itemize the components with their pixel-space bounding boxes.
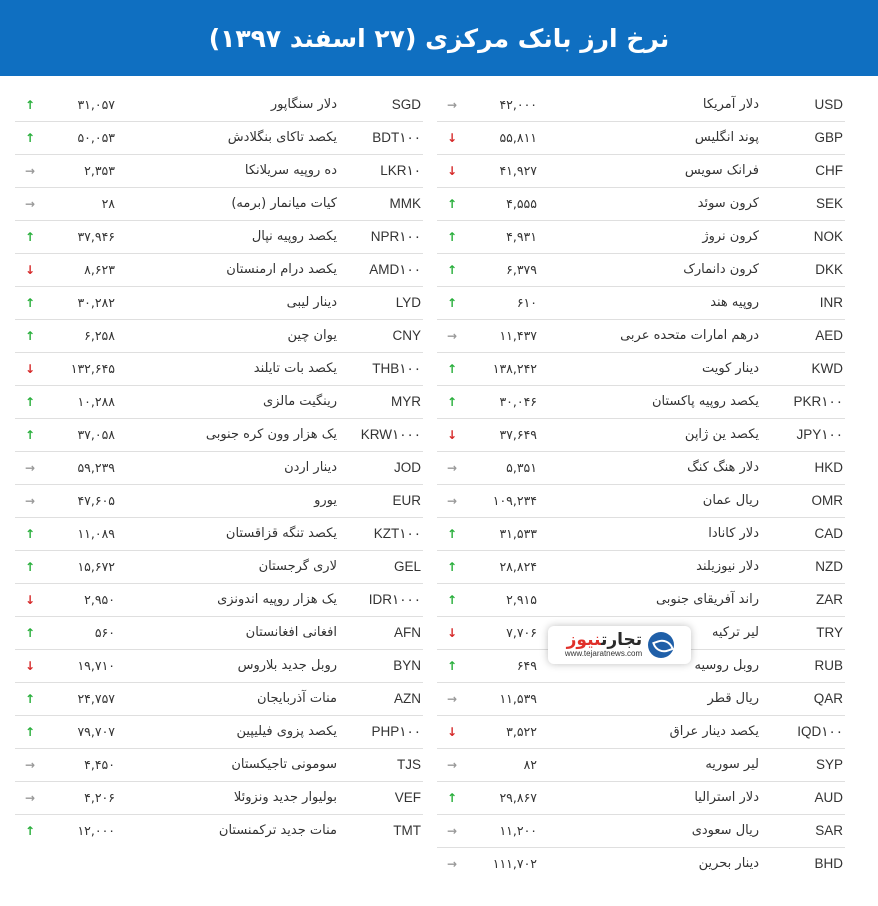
currency-row	[437, 188, 845, 221]
arrow-down-icon: ↓	[24, 263, 36, 277]
currency-row	[15, 782, 423, 815]
arrow-right-icon: →	[446, 98, 458, 112]
currency-code: INR	[819, 295, 843, 310]
currency-name: ریال سعودی	[691, 823, 759, 838]
arrow-right-icon: →	[24, 461, 36, 475]
currency-code: USD	[814, 97, 843, 112]
tejaratnews-watermark	[548, 626, 691, 664]
currency-row	[15, 254, 423, 287]
currency-name: یوان چین	[287, 328, 337, 343]
currency-row	[437, 287, 845, 320]
watermark-url: www.tejaratnews.com	[564, 648, 643, 658]
arrow-down-icon: ↓	[24, 659, 36, 673]
currency-row	[437, 254, 845, 287]
currency-rate: ۱۰,۲۸۸	[77, 394, 115, 409]
currency-name: دلار استرالیا	[694, 790, 759, 805]
currency-name: لیر ترکیه	[711, 625, 759, 640]
currency-code: AUD	[814, 790, 843, 805]
currency-name: یکصد تاکای بنگلادش	[227, 130, 337, 145]
currency-code: JPY۱۰۰	[796, 427, 843, 442]
currency-row	[15, 320, 423, 353]
currency-row	[437, 683, 845, 716]
currency-rate: ۲,۹۵۰	[84, 592, 115, 607]
currency-row	[15, 518, 423, 551]
arrow-down-icon: ↓	[446, 428, 458, 442]
currency-name: دلار هنگ کنگ	[687, 460, 759, 475]
currency-name: سومونی تاجیکستان	[231, 757, 337, 772]
currency-code: OMR	[811, 493, 843, 508]
arrow-down-icon: ↓	[24, 362, 36, 376]
arrow-up-icon: ↑	[446, 395, 458, 409]
currency-rate: ۴,۲۰۶	[84, 790, 115, 805]
currency-rate: ۲۴,۷۵۷	[77, 691, 115, 706]
arrow-right-icon: →	[24, 758, 36, 772]
arrow-up-icon: ↑	[24, 428, 36, 442]
currency-code: BDT۱۰۰	[372, 130, 421, 145]
currency-row	[437, 848, 845, 880]
currency-name: منات آذربایجان	[257, 691, 337, 706]
currency-code: MMK	[389, 196, 421, 211]
arrow-up-icon: ↑	[24, 230, 36, 244]
currency-name: لیر سوریه	[705, 757, 759, 772]
arrow-down-icon: ↓	[24, 593, 36, 607]
currency-code: PHP۱۰۰	[371, 724, 421, 739]
currency-name: پوند انگلیس	[694, 130, 759, 145]
arrow-right-icon: →	[24, 494, 36, 508]
currency-name: دلار سنگاپور	[270, 97, 337, 112]
currency-row	[15, 122, 423, 155]
currency-rate: ۵۹,۲۳۹	[77, 460, 115, 475]
currency-code: KRW۱۰۰۰	[360, 427, 421, 442]
currency-name: کرون دانمارک	[683, 262, 759, 277]
currency-name: یکصد دینار عراق	[669, 724, 759, 739]
arrow-right-icon: →	[24, 164, 36, 178]
currency-rate: ۴۲,۰۰۰	[499, 97, 537, 112]
currency-row	[437, 221, 845, 254]
currency-rate: ۱۹,۷۱۰	[77, 658, 115, 673]
watermark-brand	[565, 629, 643, 650]
currency-name: دینار لیبی	[286, 295, 337, 310]
currency-rate: ۱۱,۲۰۰	[499, 823, 537, 838]
watermark-brand-main: تجارت	[600, 629, 643, 650]
currency-rate: ۵۰,۰۵۳	[77, 130, 115, 145]
arrow-right-icon: →	[24, 791, 36, 805]
currency-name: کرون نروژ	[702, 229, 759, 244]
currency-row	[15, 89, 423, 122]
currency-code: LKR۱۰	[380, 163, 421, 178]
arrow-up-icon: ↑	[446, 527, 458, 541]
currency-code: THB۱۰۰	[372, 361, 421, 376]
currency-code: TJS	[396, 757, 421, 772]
currency-row	[437, 815, 845, 848]
currency-rate: ۱۱۱,۷۰۲	[492, 856, 537, 871]
currency-rate: ۱۳۸,۲۴۲	[492, 361, 537, 376]
currency-rate: ۶,۳۷۹	[506, 262, 537, 277]
currency-rate: ۸۲	[523, 757, 537, 772]
currency-rate: ۴,۵۵۵	[506, 196, 537, 211]
currency-rate: ۲۸	[101, 196, 115, 211]
currency-code: SEK	[815, 196, 843, 211]
currency-code: DKK	[815, 262, 843, 277]
currency-row	[15, 221, 423, 254]
arrow-right-icon: →	[24, 197, 36, 211]
currency-code: HKD	[814, 460, 843, 475]
watermark-text	[564, 629, 643, 658]
currency-row	[15, 287, 423, 320]
currency-row	[437, 452, 845, 485]
currency-row	[437, 320, 845, 353]
currency-code: MYR	[391, 394, 421, 409]
currency-rate: ۳۱,۵۳۳	[499, 526, 537, 541]
currency-code: RUB	[814, 658, 843, 673]
arrow-down-icon: ↓	[446, 626, 458, 640]
currency-row	[437, 89, 845, 122]
currency-row	[15, 683, 423, 716]
currency-row	[437, 518, 845, 551]
currency-rate: ۱۱,۵۳۹	[499, 691, 537, 706]
currency-row	[15, 749, 423, 782]
arrow-up-icon: ↑	[446, 263, 458, 277]
currency-name: راند آفریقای جنوبی	[655, 592, 759, 607]
currency-code: ZAR	[816, 592, 843, 607]
currency-code: CNY	[392, 328, 421, 343]
currency-row	[15, 353, 423, 386]
currency-name: دلار آمریکا	[702, 97, 759, 112]
currency-table-left	[15, 89, 423, 847]
currency-rate: ۶۱۰	[516, 295, 537, 310]
currency-code: LYD	[395, 295, 421, 310]
currency-name: یکصد پزوی فیلیپین	[236, 724, 337, 739]
arrow-up-icon: ↑	[24, 692, 36, 706]
arrow-up-icon: ↑	[446, 659, 458, 673]
arrow-up-icon: ↑	[24, 131, 36, 145]
currency-name: منات جدید ترکمنستان	[218, 823, 337, 838]
currency-name: ده روپیه سریلانکا	[244, 163, 337, 178]
currency-code: TRY	[816, 625, 843, 640]
currency-row	[437, 122, 845, 155]
currency-row	[15, 551, 423, 584]
currency-rate: ۴,۹۳۱	[506, 229, 537, 244]
currency-rate: ۵۵,۸۱۱	[499, 130, 537, 145]
currency-row	[15, 386, 423, 419]
arrow-up-icon: ↑	[446, 593, 458, 607]
arrow-right-icon: →	[446, 461, 458, 475]
arrow-up-icon: ↑	[24, 98, 36, 112]
currency-name: یکصد تنگه قزاقستان	[225, 526, 337, 541]
currency-code: KWD	[811, 361, 843, 376]
currency-row	[437, 551, 845, 584]
currency-code: NZD	[815, 559, 843, 574]
currency-name: لاری گرجستان	[258, 559, 337, 574]
currency-name: دینار بحرین	[698, 856, 759, 871]
currency-rate: ۱۵,۶۷۲	[77, 559, 115, 574]
currency-rate: ۲۹,۸۶۷	[499, 790, 537, 805]
currency-row	[437, 485, 845, 518]
arrow-down-icon: ↓	[446, 164, 458, 178]
currency-rate: ۱۱,۴۳۷	[499, 328, 537, 343]
currency-code: IQD۱۰۰	[797, 724, 843, 739]
arrow-up-icon: ↑	[24, 296, 36, 310]
arrow-down-icon: ↓	[446, 131, 458, 145]
currency-rate: ۳۰,۲۸۲	[77, 295, 115, 310]
currency-rate: ۴,۴۵۰	[84, 757, 115, 772]
arrow-up-icon: ↑	[24, 395, 36, 409]
currency-name: کیات میانمار (برمه)	[231, 196, 337, 211]
currency-row	[437, 584, 845, 617]
currency-row	[15, 584, 423, 617]
currency-code: AED	[815, 328, 843, 343]
currency-rate: ۱۱,۰۸۹	[77, 526, 115, 541]
arrow-right-icon: →	[446, 494, 458, 508]
arrow-up-icon: ↑	[446, 362, 458, 376]
page-title: نرخ ارز بانک مرکزی (۲۷ اسفند ۱۳۹۷)	[208, 23, 670, 53]
currency-name: درهم امارات متحده عربی	[620, 328, 759, 343]
currency-code: CHF	[815, 163, 843, 178]
currency-name: یک هزار وون کره جنوبی	[205, 427, 337, 442]
currency-name: دینار اردن	[284, 460, 337, 475]
currency-rate: ۲,۹۱۵	[506, 592, 537, 607]
arrow-up-icon: ↑	[24, 725, 36, 739]
currency-rate: ۳۱,۰۵۷	[77, 97, 115, 112]
currency-row	[15, 716, 423, 749]
currency-row	[15, 815, 423, 847]
arrow-up-icon: ↑	[24, 329, 36, 343]
currency-code: AMD۱۰۰	[369, 262, 421, 277]
currency-name: روبل جدید بلاروس	[237, 658, 337, 673]
currency-rate: ۵۶۰	[94, 625, 115, 640]
currency-code: SYP	[815, 757, 843, 772]
arrow-up-icon: ↑	[446, 560, 458, 574]
currency-rate: ۳,۵۲۲	[506, 724, 537, 739]
currency-row	[437, 749, 845, 782]
tejaratnews-logo-icon	[648, 632, 674, 658]
currency-code: QAR	[813, 691, 843, 706]
currency-row	[15, 419, 423, 452]
currency-name: یک هزار روپیه اندونزی	[217, 592, 337, 607]
currency-name: کرون سوئد	[697, 196, 759, 211]
currency-code: AZN	[394, 691, 421, 706]
arrow-right-icon: →	[446, 824, 458, 838]
currency-code: SGD	[391, 97, 421, 112]
currency-rate: ۱۳۲,۶۴۵	[70, 361, 115, 376]
currency-name: یورو	[314, 493, 337, 508]
page-header	[0, 0, 878, 76]
currency-name: ریال قطر	[707, 691, 759, 706]
currency-code: CAD	[814, 526, 843, 541]
currency-row	[15, 485, 423, 518]
currency-rate: ۵,۳۵۱	[506, 460, 537, 475]
currency-table-right	[437, 89, 845, 880]
currency-code: SAR	[815, 823, 843, 838]
arrow-down-icon: ↓	[446, 725, 458, 739]
currency-rate: ۳۰,۰۴۶	[499, 394, 537, 409]
currency-name: دینار کویت	[702, 361, 759, 376]
currency-rate: ۶۴۹	[516, 658, 537, 673]
currency-rate: ۷,۷۰۶	[506, 625, 537, 640]
currency-name: روپیه هند	[710, 295, 759, 310]
currency-rate: ۱۲,۰۰۰	[77, 823, 115, 838]
currency-code: EUR	[392, 493, 421, 508]
currency-name: یکصد روپیه پاکستان	[651, 394, 759, 409]
arrow-right-icon: →	[446, 329, 458, 343]
currency-name: ریال عمان	[702, 493, 759, 508]
watermark-brand-accent: نیوز	[566, 629, 601, 650]
arrow-up-icon: ↑	[24, 626, 36, 640]
currency-row	[15, 155, 423, 188]
arrow-right-icon: →	[446, 758, 458, 772]
currency-code: PKR۱۰۰	[793, 394, 843, 409]
currency-code: GEL	[393, 559, 421, 574]
currency-row	[437, 353, 845, 386]
arrow-up-icon: ↑	[446, 296, 458, 310]
currency-code: JOD	[394, 460, 421, 475]
currency-row	[437, 386, 845, 419]
currency-rate: ۳۷,۰۵۸	[77, 427, 115, 442]
currency-row	[15, 188, 423, 221]
currency-code: NOK	[813, 229, 843, 244]
currency-name: افغانی افغانستان	[245, 625, 337, 640]
currency-code: BHD	[814, 856, 843, 871]
currency-rate: ۸,۶۲۳	[84, 262, 115, 277]
arrow-up-icon: ↑	[446, 230, 458, 244]
currency-row	[437, 782, 845, 815]
currency-rate: ۳۷,۶۴۹	[499, 427, 537, 442]
currency-code: VEF	[394, 790, 421, 805]
arrow-up-icon: ↑	[446, 197, 458, 211]
currency-row	[15, 452, 423, 485]
currency-name: روبل روسیه	[694, 658, 759, 673]
currency-name: یکصد ین ژاپن	[684, 427, 759, 442]
currency-code: GBP	[814, 130, 843, 145]
currency-row	[15, 617, 423, 650]
arrow-up-icon: ↑	[24, 527, 36, 541]
arrow-right-icon: →	[446, 692, 458, 706]
currency-name: فرانک سویس	[684, 163, 759, 178]
currency-code: TMT	[393, 823, 421, 838]
arrow-up-icon: ↑	[446, 791, 458, 805]
arrow-up-icon: ↑	[24, 560, 36, 574]
currency-name: یکصد بات تایلند	[253, 361, 337, 376]
currency-name: بولیوار جدید ونزوئلا	[233, 790, 337, 805]
currency-row	[15, 650, 423, 683]
currency-name: یکصد روپیه نپال	[251, 229, 337, 244]
currency-rate: ۲,۳۵۳	[84, 163, 115, 178]
currency-name: دلار کانادا	[708, 526, 759, 541]
currency-code: NPR۱۰۰	[370, 229, 421, 244]
currency-rate: ۷۹,۷۰۷	[77, 724, 115, 739]
currency-rate: ۴۱,۹۲۷	[499, 163, 537, 178]
currency-rate: ۲۸,۸۲۴	[499, 559, 537, 574]
currency-name: رینگیت مالزی	[262, 394, 337, 409]
arrow-right-icon: →	[446, 857, 458, 871]
currency-row	[437, 155, 845, 188]
currency-code: AFN	[394, 625, 421, 640]
arrow-up-icon: ↑	[24, 824, 36, 838]
currency-name: یکصد درام ارمنستان	[226, 262, 337, 277]
currency-code: IDR۱۰۰۰	[368, 592, 421, 607]
currency-row	[437, 419, 845, 452]
currency-code: BYN	[393, 658, 421, 673]
currency-name: دلار نیوزیلند	[696, 559, 759, 574]
currency-rate: ۴۷,۶۰۵	[77, 493, 115, 508]
currency-code: KZT۱۰۰	[373, 526, 421, 541]
currency-row	[437, 716, 845, 749]
currency-rate: ۳۷,۹۴۶	[77, 229, 115, 244]
currency-rate: ۶,۲۵۸	[84, 328, 115, 343]
currency-rate: ۱۰۹,۲۳۴	[492, 493, 537, 508]
